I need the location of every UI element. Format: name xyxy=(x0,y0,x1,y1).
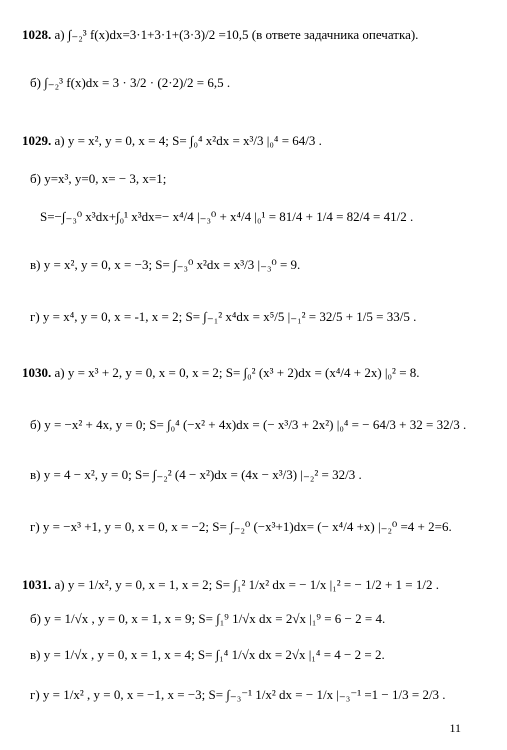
formula-text: S=−∫₋₃⁰ x³dx+∫₀¹ x³dx=− x⁴/4 |₋₃⁰ + x⁴/4 |₀¹ = 81/4 + 1/4 = 82/4 = 41/2 . xyxy=(40,209,414,224)
line-p1030-v xyxy=(30,468,362,481)
formula-text: б) y = 1/√x , y = 0, x = 1, x = 9; S= ∫₁⁹ 1/√x dx = 2√x |₁⁹ = 6 − 2 = 4. xyxy=(30,611,386,626)
line-p1029-a xyxy=(22,134,322,147)
line-p1030-a xyxy=(22,366,420,379)
line-p1031-v xyxy=(30,648,385,661)
problem-number: 1030. xyxy=(22,365,52,380)
line-p1029-g xyxy=(30,310,416,323)
formula-text: в) y = x², y = 0, x = −3; S= ∫₋₃⁰ x²dx = x³/3 |₋₃⁰ = 9. xyxy=(30,257,301,272)
line-p1030-g xyxy=(30,520,452,533)
formula-text: а) y = 1/x², y = 0, x = 1, x = 2; S= ∫₁² 1/x² dx = − 1/x |₁² = − 1/2 + 1 = 1/2 . xyxy=(54,577,439,592)
formula-text: а) y = x², y = 0, x = 4; S= ∫₀⁴ x²dx = x³/3 |₀⁴ = 64/3 . xyxy=(54,133,322,148)
line-p1029-v xyxy=(30,258,300,271)
line-p1028-b xyxy=(30,76,230,89)
formula-text: б) y=x³, y=0, x= − 3, x=1; xyxy=(30,171,167,186)
formula-text: а) y = x³ + 2, y = 0, x = 0, x = 2; S= ∫₀² (x³ + 2)dx = (x⁴/4 + 2x) |₀² = 8. xyxy=(54,365,420,380)
formula-text: г) y = x⁴, y = 0, x = -1, x = 2; S= ∫₋₁² x⁴dx = x⁵/5 |₋₁² = 32/5 + 1/5 = 33/5 . xyxy=(30,309,417,324)
formula-text: в) y = 1/√x , y = 0, x = 1, x = 4; S= ∫₁⁴ 1/√x dx = 2√x |₁⁴ = 4 − 2 = 2. xyxy=(30,647,385,662)
page-number: 11 xyxy=(449,721,461,735)
problem-number: 1029. xyxy=(22,133,52,148)
formula-text: б) y = −x² + 4x, y = 0; S= ∫₀⁴ (−x² + 4x)dx = (− x³/3 + 2x²) |₀⁴ = − 64/3 + 32 = 32/3 . xyxy=(30,417,467,432)
problem-number: 1031. xyxy=(22,577,52,592)
line-p1028-a xyxy=(22,28,418,41)
line-p1031-g xyxy=(30,688,446,701)
line-p1029-b2 xyxy=(40,210,413,223)
formula-text: г) y = −x³ +1, y = 0, x = 0, x = −2; S= ∫₋₂⁰ (−x³+1)dx= (− x⁴/4 +x) |₋₂⁰ =4 + 2=6. xyxy=(30,519,452,534)
line-p1031-b xyxy=(30,612,385,625)
formula-text: а) ∫₋₂³ f(x)dx=3·1+3·1+(3·3)/2 =10,5 (в ответе задачника опечатка). xyxy=(54,27,419,42)
formula-text: б) ∫₋₂³ f(x)dx = 3 · 3/2 · (2·2)/2 = 6,5 . xyxy=(30,75,231,90)
formula-text: в) y = 4 − x², y = 0; S= ∫₋₂² (4 − x²)dx = (4x − x³/3) |₋₂² = 32/3 . xyxy=(30,467,362,482)
line-p1029-b1 xyxy=(30,172,166,185)
line-p1030-b xyxy=(30,418,466,431)
line-p1031-a xyxy=(22,578,439,591)
problem-number: 1028. xyxy=(22,27,52,42)
formula-text: г) y = 1/x² , y = 0, x = −1, x = −3; S= ∫₋₃⁻¹ 1/x² dx = − 1/x |₋₃⁻¹ =1 − 1/3 = 2/3 . xyxy=(30,687,446,702)
